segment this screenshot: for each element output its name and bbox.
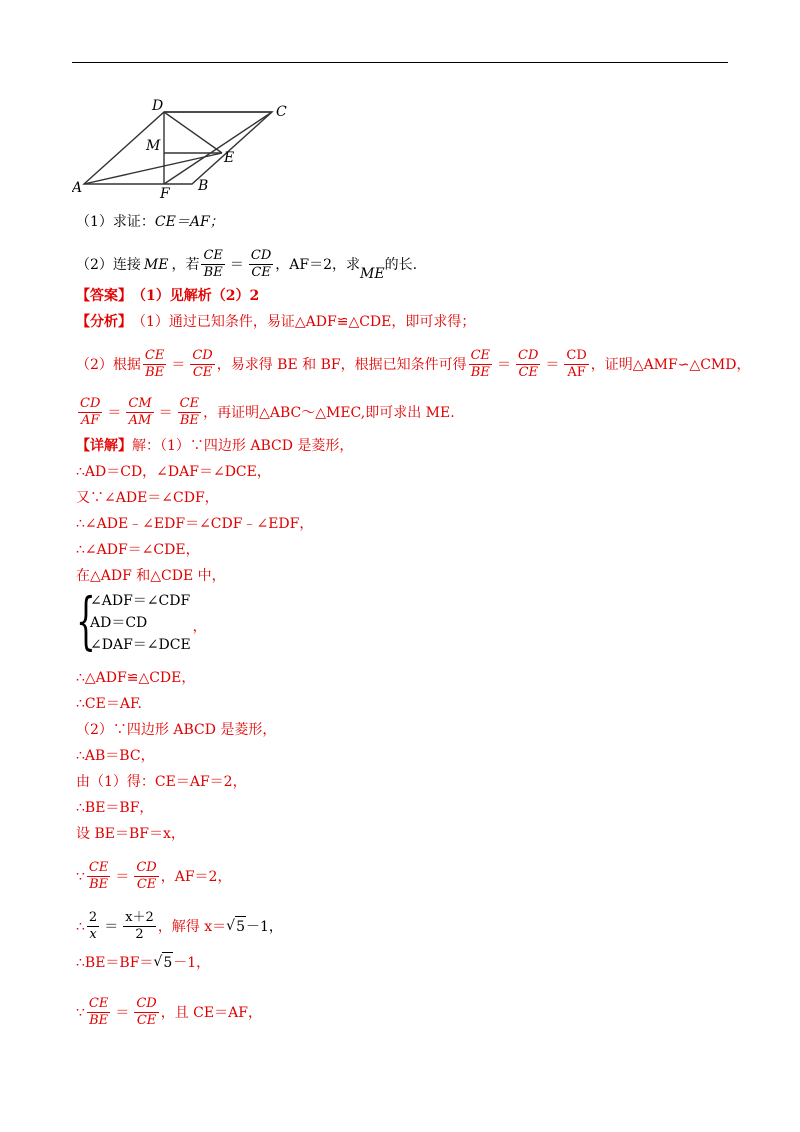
- detail-line-3: 又∵∠ADE＝∠CDF，: [76, 490, 219, 506]
- detail-line-1: 【详解】 解：（1）∵四边形 ABCD 是菱形，: [76, 438, 354, 454]
- fraction: $\frac{CE}{BE}$: [144, 348, 165, 380]
- detail-line-9: （2）∵四边形 ABCD 是菱形，: [76, 722, 277, 738]
- label-a: A: [72, 180, 83, 196]
- detail-line-7: ∴△ADF≌△CDE，: [76, 670, 196, 686]
- segment-de: [164, 112, 222, 153]
- fraction: $\frac{CD}{CE}$: [518, 348, 539, 380]
- fraction: $\frac{CE}{BE}$: [203, 248, 223, 280]
- label-e: E: [224, 150, 235, 166]
- fraction: $\frac{CE}{BE}$: [179, 396, 200, 428]
- detail-line-16: ∴BE＝BF＝ √ 5 －1，: [76, 954, 211, 971]
- question-1: （1）求证： CE＝AF；: [76, 214, 224, 230]
- analysis-line-1: 【分析】 （1）通过已知条件，易证△ADF≌△CDE，即可求得；: [76, 314, 476, 330]
- detail-line-6: 在△ADF 和△CDE 中，: [76, 568, 226, 584]
- fraction: $\frac{CM}{AM}$: [128, 396, 152, 428]
- detail-line-17: ∵ $\frac{CE}{BE}$ ＝ $\frac{CD}{CE}$ ，且 CE＝AF，: [76, 996, 262, 1028]
- detail-line-8: ∴CE＝AF.: [76, 696, 142, 712]
- fraction: $\frac{CD}{CE}$: [250, 248, 272, 280]
- fraction: $\frac{x+2}{2}$: [125, 910, 154, 942]
- answer-line: 【答案】 （1）见解析（2）2: [76, 288, 260, 304]
- detail-line-15: ∴ $\frac{2}{x}$ ＝ $\frac{x+2}{2}$ ，解得 x＝ √ 5 －1，: [76, 910, 283, 942]
- fraction: $\frac{CE}{BE}$: [88, 860, 109, 892]
- fraction: $\frac{CD}{CE}$: [136, 996, 157, 1028]
- question-2: （2）连接 ME ，若 $\frac{CE}{BE}$ ＝ $\frac{CD}{CE}$ ，AF＝2，求 ME 的长.: [76, 248, 418, 282]
- detail-line-14: ∵ $\frac{CE}{BE}$ ＝ $\frac{CD}{CE}$ ，AF＝2，: [76, 860, 232, 892]
- detail-line-2: ∴AD＝CD，∠DAF＝∠DCE，: [76, 464, 271, 480]
- fraction: $\frac{2}{x}$: [88, 910, 98, 942]
- rhombus-figure: [72, 92, 302, 202]
- detail-line-12: ∴BE＝BF，: [76, 800, 154, 816]
- detail-line-4: ∴∠ADE﹣∠EDF＝∠CDF﹣∠EDF，: [76, 516, 314, 532]
- header-rule: [72, 62, 728, 63]
- fraction: $\frac{CD}{AF}$: [566, 348, 587, 380]
- detail-line-10: ∴AB＝BC，: [76, 748, 155, 764]
- analysis-line-3: $\frac{CD}{AF}$ ＝ $\frac{CM}{AM}$ ＝ $\frac{CE}{BE}$ ，再证明△ABC～△MEC,即可求出 ME.: [80, 396, 455, 428]
- equation-system: { ∠ADF＝∠CDF AD＝CD ∠DAF＝∠DCE ，: [76, 584, 207, 657]
- left-brace: {: [76, 584, 96, 657]
- detail-line-11: 由（1）得：CE＝AF＝2，: [76, 774, 247, 790]
- fraction: $\frac{CD}{AF}$: [80, 396, 101, 428]
- sqrt-symbol: √ 5: [226, 918, 246, 935]
- fraction: $\frac{CD}{CE}$: [136, 860, 157, 892]
- label-b: B: [198, 178, 209, 194]
- label-m: M: [146, 138, 161, 154]
- analysis-line-2: （2）根据 $\frac{CE}{BE}$ ＝ $\frac{CD}{CE}$ ，易求得 BE 和 BF，根据已知条件可得 $\frac{CE}{BE}$ ＝ $\frac{CD}{CE}$ ＝ $\frac{CD}{AF}$ ，证明△AMF∽△CMD，: [76, 348, 751, 380]
- detail-line-5: ∴∠ADF＝∠CDE，: [76, 542, 200, 558]
- sqrt-symbol: √ 5: [153, 954, 173, 971]
- fraction: $\frac{CE}{BE}$: [470, 348, 491, 380]
- fraction: $\frac{CE}{BE}$: [88, 996, 109, 1028]
- label-d: D: [152, 98, 164, 114]
- fraction: $\frac{CD}{CE}$: [192, 348, 213, 380]
- label-f: F: [160, 186, 170, 202]
- detail-line-13: 设 BE＝BF＝x，: [76, 826, 185, 842]
- rhombus-abcd: [84, 112, 272, 184]
- label-c: C: [276, 104, 287, 120]
